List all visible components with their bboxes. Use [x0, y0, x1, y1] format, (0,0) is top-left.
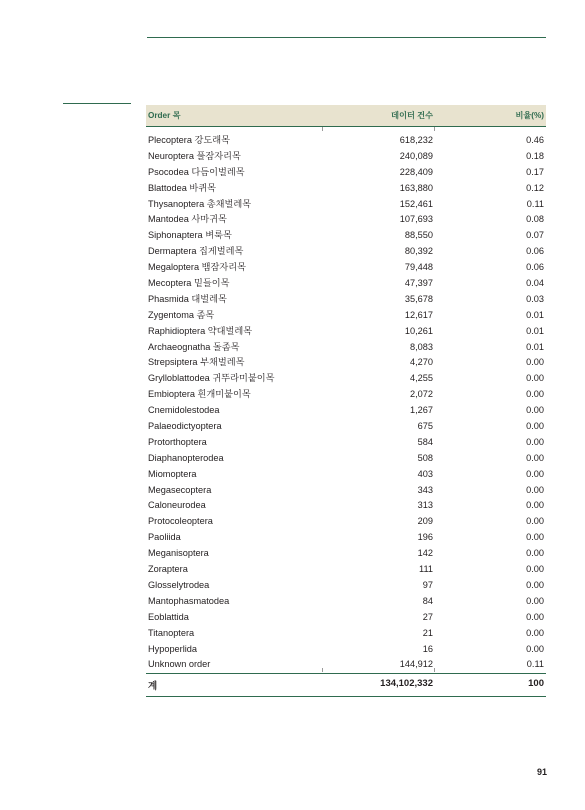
order-name-cell: Raphidioptera 약대벌레목 — [148, 325, 253, 336]
count-cell: 144,912 — [399, 659, 433, 670]
total-label: 계 — [148, 681, 158, 693]
ratio-cell: 0.00 — [526, 516, 544, 527]
column-tick — [322, 668, 323, 672]
table-row — [146, 419, 546, 435]
ratio-cell: 0.00 — [526, 373, 544, 384]
column-tick — [322, 127, 323, 131]
count-cell: 27 — [422, 611, 433, 622]
order-name-cell: Megasecoptera — [148, 484, 212, 495]
table-row — [146, 165, 546, 181]
count-cell: 12,617 — [404, 309, 433, 320]
table-row — [146, 355, 546, 371]
count-cell: 403 — [417, 468, 433, 479]
count-cell: 2,072 — [410, 389, 433, 400]
order-name-cell: Hypoperlida — [148, 643, 198, 654]
count-cell: 675 — [417, 421, 433, 432]
order-name-cell: Siphonaptera 벼룩목 — [148, 230, 232, 241]
order-name-cell: Phasmida 대벌레목 — [148, 293, 227, 304]
order-name-cell: Psocodea 다듬이벌레목 — [148, 166, 245, 177]
ratio-cell: 0.00 — [526, 595, 544, 606]
order-name-cell: Strepsiptera 부채벌레목 — [148, 357, 245, 368]
table-row — [146, 181, 546, 197]
count-cell: 584 — [417, 436, 433, 447]
count-cell: 209 — [417, 516, 433, 527]
order-name-cell: Unknown order — [148, 659, 211, 670]
ratio-cell: 0.00 — [526, 405, 544, 416]
side-rule — [63, 103, 131, 104]
order-name-cell: Grylloblattodea 귀뚜라미붙이목 — [148, 373, 275, 384]
ratio-cell: 0.17 — [526, 166, 544, 177]
ratio-cell: 0.00 — [526, 357, 544, 368]
order-name-cell: Mantophasmatodea — [148, 595, 230, 606]
order-name-cell: Caloneurodea — [148, 500, 206, 511]
count-cell: 80,392 — [404, 246, 433, 257]
header-order: Order 목 — [148, 111, 181, 120]
column-tick — [434, 668, 435, 672]
table-row — [146, 626, 546, 642]
table-row — [146, 657, 546, 673]
order-name-cell: Glosselytrodea — [148, 579, 210, 590]
ratio-cell: 0.06 — [526, 262, 544, 273]
order-name-cell: Cnemidolestodea — [148, 405, 220, 416]
table-row — [146, 387, 546, 403]
table-body — [146, 127, 546, 673]
ratio-cell: 0.00 — [526, 389, 544, 400]
ratio-cell: 0.18 — [526, 150, 544, 161]
ratio-cell: 0.11 — [526, 198, 544, 209]
table-row — [146, 562, 546, 578]
header-ratio: 비율(%) — [515, 111, 544, 120]
table-row — [146, 451, 546, 467]
table-row — [146, 530, 546, 546]
count-cell: 228,409 — [399, 166, 433, 177]
count-cell: 508 — [417, 452, 433, 463]
total-ratio: 100 — [528, 678, 544, 690]
order-name-cell: Titanoptera — [148, 627, 195, 638]
count-cell: 111 — [419, 564, 433, 575]
count-cell: 618,232 — [399, 135, 433, 145]
ratio-cell: 0.00 — [526, 611, 544, 622]
total-row — [146, 673, 546, 697]
count-cell: 313 — [417, 500, 433, 511]
count-cell: 196 — [417, 532, 433, 543]
ratio-cell: 0.00 — [526, 452, 544, 463]
table-row — [146, 514, 546, 530]
ratio-cell: 0.00 — [526, 643, 544, 654]
count-cell: 142 — [417, 548, 433, 559]
order-name-cell: Diaphanopterodea — [148, 452, 224, 463]
order-table — [146, 105, 546, 697]
top-rule — [147, 37, 546, 38]
count-cell: 10,261 — [404, 325, 433, 336]
count-cell: 240,089 — [399, 150, 433, 161]
ratio-cell: 0.00 — [526, 579, 544, 590]
order-name-cell: Archaeognatha 돌좀목 — [148, 341, 240, 352]
ratio-cell: 0.00 — [526, 421, 544, 432]
table-row — [146, 546, 546, 562]
count-cell: 21 — [422, 627, 433, 638]
table-row — [146, 149, 546, 165]
ratio-cell: 0.00 — [526, 548, 544, 559]
table-row — [146, 260, 546, 276]
order-name-cell: Palaeodictyoptera — [148, 421, 222, 432]
table-header — [146, 105, 546, 127]
ratio-cell: 0.03 — [526, 293, 544, 304]
count-cell: 16 — [422, 643, 433, 654]
column-tick — [434, 127, 435, 131]
count-cell: 343 — [417, 484, 433, 495]
ratio-cell: 0.00 — [526, 500, 544, 511]
ratio-cell: 0.00 — [526, 627, 544, 638]
order-name-cell: Embioptera 흰개미붙이목 — [148, 389, 251, 400]
ratio-cell: 0.01 — [526, 325, 544, 336]
table-row — [146, 324, 546, 340]
ratio-cell: 0.01 — [526, 341, 544, 352]
count-cell: 4,255 — [410, 373, 433, 384]
count-cell: 1,267 — [410, 405, 433, 416]
order-name-cell: Meganisoptera — [148, 548, 209, 559]
order-name-cell: Neuroptera 풀잠자리목 — [148, 150, 241, 161]
header-count: 데이터 건수 — [391, 111, 433, 120]
count-cell: 84 — [422, 595, 433, 606]
count-cell: 4,270 — [410, 357, 433, 368]
ratio-cell: 0.06 — [526, 246, 544, 257]
ratio-cell: 0.00 — [526, 436, 544, 447]
count-cell: 88,550 — [404, 230, 433, 241]
ratio-cell: 0.00 — [526, 484, 544, 495]
ratio-cell: 0.04 — [526, 278, 544, 289]
table-row — [146, 483, 546, 499]
table-row — [146, 212, 546, 228]
ratio-cell: 0.46 — [526, 135, 544, 145]
table-row — [146, 594, 546, 610]
ratio-cell: 0.07 — [526, 230, 544, 241]
order-name-cell: Paoliida — [148, 532, 181, 543]
table-row — [146, 498, 546, 514]
order-name-cell: Plecoptera 강도래목 — [148, 135, 230, 145]
order-name-cell: Megaloptera 뱀잠자리목 — [148, 262, 247, 273]
table-row — [146, 197, 546, 213]
count-cell: 97 — [422, 579, 433, 590]
ratio-cell: 0.11 — [526, 659, 544, 670]
table-row — [146, 642, 546, 658]
count-cell: 8,083 — [410, 341, 433, 352]
order-name-cell: Dermaptera 집게벌레목 — [148, 246, 244, 257]
order-name-cell: Protorthoptera — [148, 436, 207, 447]
order-name-cell: Zoraptera — [148, 564, 188, 575]
order-name-cell: Mantodea 사마귀목 — [148, 214, 227, 225]
total-count: 134,102,332 — [380, 678, 433, 690]
table-row — [146, 133, 546, 149]
table-row — [146, 467, 546, 483]
table-row — [146, 244, 546, 260]
order-name-cell: Thysanoptera 총채벌레목 — [148, 198, 252, 209]
count-cell: 35,678 — [404, 293, 433, 304]
ratio-cell: 0.00 — [526, 564, 544, 575]
ratio-cell: 0.00 — [526, 468, 544, 479]
order-name-cell: Protocoleoptera — [148, 516, 213, 527]
ratio-cell: 0.12 — [526, 182, 544, 193]
order-name-cell: Mecoptera 밑들이목 — [148, 278, 230, 289]
order-name-cell: Eoblattida — [148, 611, 189, 622]
table-row — [146, 340, 546, 356]
ratio-cell: 0.01 — [526, 309, 544, 320]
table-row — [146, 228, 546, 244]
table-row — [146, 403, 546, 419]
table-row — [146, 578, 546, 594]
page-number: 91 — [536, 767, 547, 777]
table-row — [146, 276, 546, 292]
table-row — [146, 435, 546, 451]
table-row — [146, 610, 546, 626]
count-cell: 152,461 — [399, 198, 433, 209]
count-cell: 163,880 — [399, 182, 433, 193]
order-name-cell: Zygentoma 좀목 — [148, 309, 215, 320]
ratio-cell: 0.00 — [526, 532, 544, 543]
order-name-cell: Miomoptera — [148, 468, 197, 479]
table-row — [146, 371, 546, 387]
count-cell: 107,693 — [399, 214, 433, 225]
count-cell: 79,448 — [404, 262, 433, 273]
order-name-cell: Blattodea 바퀴목 — [148, 182, 217, 193]
table-row — [146, 292, 546, 308]
table-row — [146, 308, 546, 324]
ratio-cell: 0.08 — [526, 214, 544, 225]
count-cell: 47,397 — [404, 278, 433, 289]
